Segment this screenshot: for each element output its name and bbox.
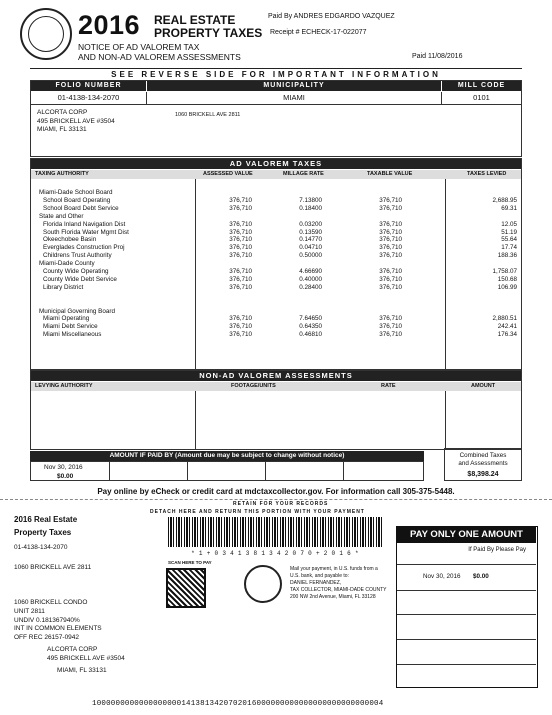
subtitle: NOTICE OF AD VALOREM TAX AND NON-AD VALOREM ASSESSMENTS [78,42,241,62]
ad-valorem-value-cell: 0.04710 [299,244,322,252]
ad-valorem-value-cell: 7.64650 [299,315,322,323]
folio-number: 01-4138-134-2070 [31,92,147,105]
taxing-authority-cell: County Wide Operating [43,268,109,275]
pay-line-1: Nov 30, 2016 $0.00 [397,564,536,591]
combined-taxes-value: $8,398.24 [467,471,499,478]
ad-valorem-value-cell: 106.99 [497,283,517,291]
taxing-authority-cell: Miami-Dade County [39,260,95,268]
ad-valorem-value-cell: 376,710 [379,252,402,260]
taxing-authority-cell: Municipal Governing Board [39,307,115,315]
ad-valorem-value-cell: 0.13590 [299,228,322,236]
ad-valorem-value-cell: 0.28400 [299,283,322,291]
ad-valorem-value-cell: 376,710 [379,331,402,339]
owner-address: ALCORTA CORP 495 BRICKELL AVE #3504 MIAMI, FL 33131 [37,109,115,133]
taxing-authority-cell: Miami Operating [43,315,90,323]
ad-valorem-value-cell: 376,710 [229,244,252,252]
ad-valorem-value-cell: 242.41 [497,323,517,331]
non-ad-valorem-box [30,370,522,450]
stub-seal [244,565,282,603]
ad-valorem-value-cell: 0.18400 [299,204,322,212]
divider [30,68,522,69]
pay-online-text: Pay online by eCheck or credit card at mdctaxcollector.gov. For information call 305-375-5448. [97,487,455,496]
taxing-authority-cell: Miami Miscellaneous [43,331,102,339]
municipality: MIAMI [147,92,442,105]
ad-valorem-value-cell: 376,710 [229,315,252,323]
paid-by: Paid By ANDRES EDGARDO VAZQUEZ [268,13,395,20]
barcode-text: * 1 + 0 3 4 1 3 8 1 3 4 2 0 7 0 + 2 0 1 6 * [191,550,359,557]
receipt-number: Receipt # ECHECK-17-022077 [270,29,367,36]
ad-valorem-value-cell: 376,710 [229,275,252,283]
combined-taxes-box: Combined Taxes and Assessments $8,398.24 [444,448,522,481]
ad-valorem-value-cell: 2,688.95 [492,196,517,204]
ad-valorem-value-cell: 376,710 [229,252,252,260]
taxing-authority-cell: Everglades Construction Proj [43,244,125,252]
site-address: 1060 BRICKELL AVE 2811 [175,112,241,118]
ad-valorem-value-cell: 376,710 [379,323,402,331]
municipality-header: MUNICIPALITY [147,81,441,91]
ad-valorem-header-row: TAXING AUTHORITY ASSESSED VALUE MILLAGE RATE TAXABLE VALUE TAXES LEVIED [31,170,521,179]
legal-description: 1060 BRICKELL CONDO UNIT 2811 UNDIV 0.181367940% INT IN COMMON ELEMENTS OFF REC 26157-0942 [14,599,102,642]
tax-year: 2016 [78,10,141,40]
ad-valorem-value-cell: 376,710 [379,228,402,236]
taxing-authority-cell: Florida Inland Navigation Dist [43,220,126,228]
folio-header: FOLIO NUMBER [31,81,146,91]
tax-collector-seal [20,8,72,60]
ad-valorem-value-cell: 7.13800 [299,196,322,204]
ad-valorem-value-cell: 1,758.07 [492,268,517,275]
qr-code[interactable] [166,568,206,608]
stub-site: 1060 BRICKELL AVE 2811 [14,564,92,571]
ad-valorem-value-cell: 376,710 [379,268,402,275]
pay-amount: $0.00 [57,473,74,480]
mill-code: 0101 [442,92,521,105]
ocr-scanline: 10000000000000000001413813420702016000000000000000000000000004 [92,700,384,708]
pay-only-title: PAY ONLY ONE AMOUNT [397,527,536,543]
ad-valorem-value-cell: 376,710 [379,315,402,323]
ad-valorem-value-cell: 0.40000 [299,275,322,283]
detach-text: DETACH HERE AND RETURN THIS PORTION WITH YOUR PAYMENT [150,509,365,515]
reverse-banner: SEE REVERSE SIDE FOR IMPORTANT INFORMATION [111,70,441,79]
ad-valorem-value-cell: 176.34 [497,331,517,339]
title: REAL ESTATE PROPERTY TAXES [154,13,263,40]
mail-instructions: Mail your payment, in U.S. funds from a U.S. bank, and payable to: DANIEL FERNANDEZ, TAX COLLECTOR, MIAMI-DADE COUNTY 200 NW 2nd Avenue, Miami, FL 33128 [290,566,387,600]
ad-valorem-value-cell: 376,710 [379,196,402,204]
pay-only-box [396,526,538,688]
ad-valorem-value-cell: 376,710 [379,204,402,212]
taxing-authority-cell: County Wide Debt Service [43,275,117,283]
ad-valorem-box [30,158,522,370]
ad-valorem-value-cell: 376,710 [229,204,252,212]
ad-valorem-value-cell: 376,710 [229,220,252,228]
ad-valorem-value-cell: 376,710 [229,283,252,291]
millcode-header: MILL CODE [442,81,521,91]
ad-valorem-value-cell: 376,710 [229,228,252,236]
ad-valorem-value-cell: 51.19 [501,228,517,236]
taxing-authority-cell: School Board Operating [43,196,111,204]
ad-valorem-value-cell: 376,710 [229,268,252,275]
if-paid-label: If Paid By Please Pay [468,547,526,553]
amount-if-paid-banner: AMOUNT IF PAID BY (Amount due may be subject to change without notice) [30,451,424,461]
taxing-authority-cell: School Board Debt Service [43,204,119,212]
ad-valorem-value-cell: 376,710 [379,275,402,283]
ad-valorem-value-cell: 0.46810 [299,331,322,339]
ad-valorem-value-cell: 188.36 [497,252,517,260]
ad-valorem-value-cell: 17.74 [501,244,517,252]
ad-valorem-value-cell: 150.68 [497,275,517,283]
ad-valorem-value-cell: 0.50000 [299,252,322,260]
stub-folio: 01-4138-134-2070 [14,544,68,551]
ad-valorem-value-cell: 12.05 [501,220,517,228]
ad-valorem-value-cell: 376,710 [229,236,252,244]
ad-valorem-value-cell: 376,710 [379,244,402,252]
ad-valorem-value-cell: 4.66690 [299,268,322,275]
taxing-authority-cell: State and Other [39,212,84,220]
ad-valorem-value-cell: 2,880.51 [492,315,517,323]
ad-valorem-value-cell: 376,710 [229,331,252,339]
retain-text: RETAIN FOR YOUR RECORDS [233,501,329,507]
ad-valorem-value-cell: 0.64350 [299,323,322,331]
ad-valorem-value-cell: 376,710 [379,220,402,228]
ad-valorem-value-cell: 69.31 [501,204,517,212]
ad-valorem-value-cell: 376,710 [379,236,402,244]
taxing-authority-cell: Miami-Dade School Board [39,189,113,196]
taxing-authority-cell: Library District [43,283,84,291]
ad-valorem-title: AD VALOREM TAXES [31,159,521,169]
taxing-authority-cell: South Florida Water Mgmt Dist [43,228,129,236]
paid-date: Paid 11/08/2016 [412,53,463,60]
stub-owner: ALCORTA CORP 495 BRICKELL AVE #3504 MIAMI, FL 33131 [47,646,125,674]
pay-date: Nov 30, 2016 [44,464,83,471]
non-ad-valorem-title: NON-AD VALOREM ASSESSMENTS [31,371,521,381]
taxing-authority-cell: Miami Debt Service [43,323,98,331]
taxing-authority-cell: Okeechobee Basin [43,236,97,244]
amount-if-paid-row [30,461,424,481]
property-box [30,80,522,157]
ad-valorem-value-cell: 0.03200 [299,220,322,228]
stub-title: 2016 Real Estate Property Taxes [14,515,78,537]
ad-valorem-value-cell: 376,710 [229,323,252,331]
ad-valorem-value-cell: 376,710 [229,196,252,204]
ad-valorem-value-cell: 0.14770 [299,236,322,244]
taxing-authority-cell: Childrens Trust Authority [43,252,112,260]
barcode [168,517,382,547]
non-ad-valorem-header-row: LEVYING AUTHORITY FOOTAGE/UNITS RATE AMOUNT [31,382,521,391]
ad-valorem-value-cell: 55.64 [501,236,517,244]
ad-valorem-value-cell: 376,710 [379,283,402,291]
scan-label: SCAN HERE TO PAY [168,560,212,565]
